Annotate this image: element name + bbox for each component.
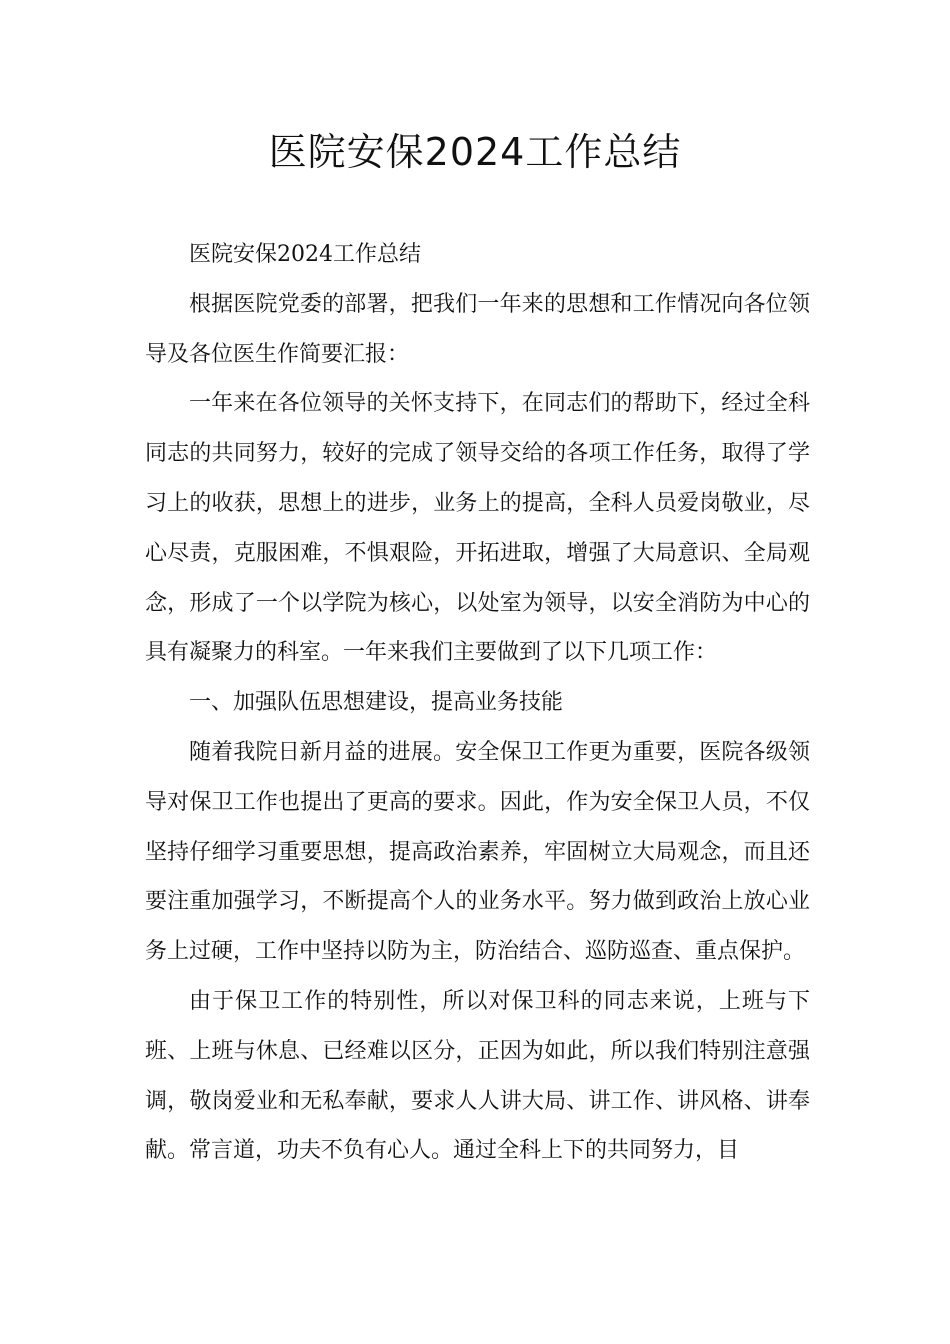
section-heading-1: 一、加强队伍思想建设，提高业务技能 — [189, 690, 564, 716]
paragraph-section-1: 随着我院日新月益的进展。安全保卫工作更为重要，医院各级领导对保卫工作也提出了更高的要求。因此，作为安全保卫人员，不仅坚持仔细学习重要思想，提高政治素养，牢固树立大局观念，而且还要注重加强学习，不断提高个人的业务水平。努力做到政治上放心业务上过硬，工作中坚持以防为主，防治结合、巡防巡查、重点保护。 — [145, 739, 810, 965]
paragraph-intro: 根据医院党委的部署，把我们一年来的思想和工作情况向各位领导及各位医生作简要汇报： — [145, 291, 810, 367]
paragraph-section-2: 由于保卫工作的特别性，所以对保卫科的同志来说，上班与下班、上班与休息、已经难以区分，正因为如此，所以我们特别注意强调，敬岗爱业和无私奉献，要求人人讲大局、讲工作、讲风格、讲奉献。常言道，功夫不负有心人。通过全科上下的共同努力，目 — [145, 988, 810, 1164]
document-body — [145, 230, 810, 1176]
paragraph-subtitle: 医院安保2024工作总结 — [189, 242, 421, 267]
paragraph-summary: 一年来在各位领导的关怀支持下，在同志们的帮助下，经过全科同志的共同努力，较好的完成了领导交给的各项工作任务，取得了学习上的收获，思想上的进步，业务上的提高，全科人员爱岗敬业，尽心尽责，克服困难，不惧艰险，开拓进取，增强了大局意识、全局观念，形成了一个以学院为核心，以处室为领导，以安全消防为中心的具有凝聚力的科室。一年来我们主要做到了以下几项工作： — [145, 391, 810, 666]
document-title: 医院安保2024工作总结 — [268, 130, 682, 174]
